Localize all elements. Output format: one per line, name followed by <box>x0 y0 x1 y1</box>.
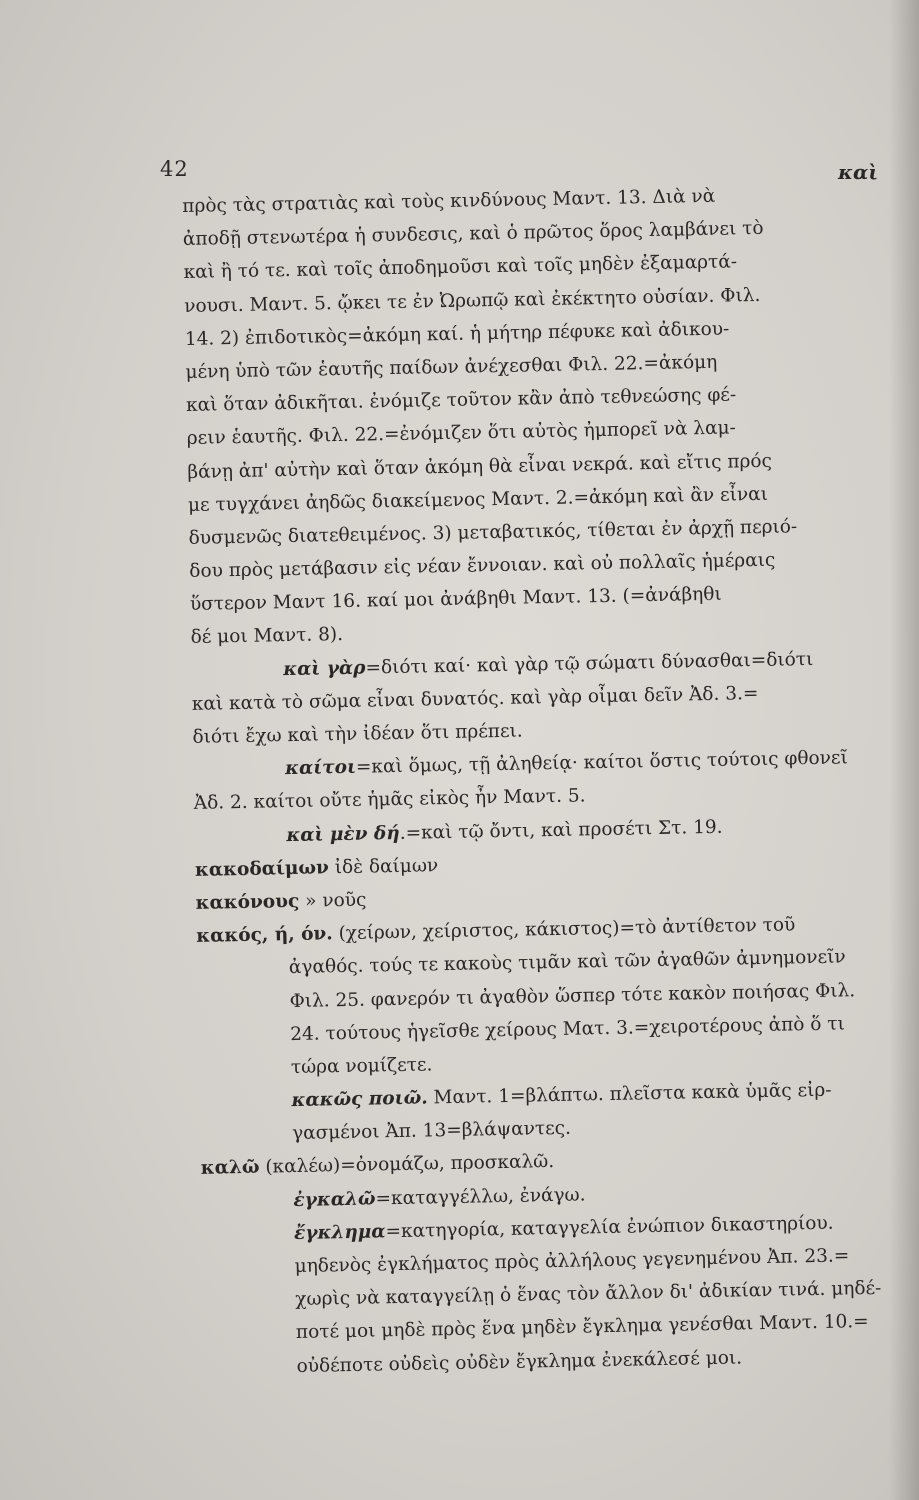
line-text: » νοῦς <box>299 889 367 912</box>
headword: καλῶ <box>200 1157 260 1180</box>
sub-lemma: ἐγκαλῶ <box>293 1188 376 1211</box>
sub-lemma: κακῶς ποιῶ. <box>291 1087 428 1112</box>
line-text: καὶ ὅταν ἀδικῆται. ἐνόμιζε τοῦτον κἂν ἀπὸ τεθνεώσης φέ- <box>185 384 737 417</box>
line-text: καὶ ἢ τό τε. καὶ τοῖς ἀποδημοῦσι καὶ τοῖς μηδὲν ἐξαμαρτά- <box>183 251 738 284</box>
headword: κακοδαίμων <box>194 857 330 881</box>
line-text: καὶ κατὰ τὸ σῶμα εἶναι δυνατός. καὶ γὰρ οἶμαι δεῖν Ἀδ. 3.= <box>191 682 759 715</box>
page-number: 42 <box>160 157 189 181</box>
running-head: καὶ <box>838 160 879 184</box>
line-text: γασμένοι Ἀπ. 13=βλάψαντες. <box>291 1117 572 1145</box>
line-text: 14. 2) ἐπιδοτικὸς=ἀκόμη καί. ἡ μήτηρ πέφυκε καὶ ἀδικου- <box>184 318 730 350</box>
line-text: τώρα νομίζετε. <box>290 1054 433 1078</box>
line-text: διότι ἔχω καὶ τὴν ἰδέαν ὅτι πρέπει. <box>192 720 523 748</box>
line-text: Ἀδ. 2. καίτοι οὔτε ἡμᾶς εἰκὸς ἦν Μαντ. 5. <box>193 785 586 815</box>
line-text: =καὶ ὅμως, τῇ ἀληθείᾳ· καίτοι ὅστις τούτοις φθονεῖ <box>355 747 848 778</box>
headword: κακός, ή, όν. <box>196 923 333 947</box>
line-text: μηδενὸς ἐγκλήματος πρὸς ἀλλήλους γεγενημένου Ἀπ. 23.= <box>294 1245 850 1278</box>
line-text: χωρὶς νὰ καταγγείλῃ ὁ ἕνας τὸν ἄλλον δι' ἀδικίαν τινά. μηδέ- <box>295 1277 882 1311</box>
sub-lemma: καίτοι <box>284 756 357 780</box>
line-text: Μαντ. 1=βλάπτω. πλεῖστα κακὰ ὑμᾶς εἰρ- <box>427 1079 832 1109</box>
sub-lemma: καὶ μὲν δή <box>286 822 400 846</box>
line-text: ἀποδῇ στενωτέρα ἡ συνδεσις, καὶ ὁ πρῶτος ὅρος λαμβάνει τὸ <box>182 218 764 251</box>
line-text: Φιλ. 25. φανερόν τι ἀγαθὸν ὥσπερ τότε κακὸν ποιήσας Φιλ. <box>289 979 856 1012</box>
line-text: 24. τούτους ἡγεῖσθε χείρους Ματ. 3.=χειροτέρους ἀπὸ ὅ τι <box>290 1013 846 1045</box>
line-text: νουσι. Μαντ. 5. ᾤκει τε ἐν Ὠρωπῷ καὶ ἐκέκτητο οὐσίαν. Φιλ. <box>184 284 761 317</box>
line-text: πρὸς τὰς στρατιὰς καὶ τοὺς κινδύνους Μαντ. 13. Διὰ νὰ <box>182 185 716 217</box>
line-text: ποτέ μοι μηδὲ πρὸς ἕνα μηδὲν ἔγκλημα γενέσθαι Μαντ. 10.= <box>295 1311 869 1344</box>
line-text: με τυγχάνει ἀηδῶς διακείμενος Μαντ. 2.=ἀκόμη καὶ ἂν εἶναι <box>187 483 769 516</box>
sub-lemma: καὶ γὰρ <box>283 657 366 680</box>
dictionary-text <box>182 176 915 1384</box>
line-text: =κατηγορία, καταγγελία ἐνώπιον δικαστηρίου. <box>385 1212 834 1243</box>
line-text: μένη ὑπὸ τῶν ἑαυτῆς παίδων ἀνέχεσθαι Φιλ. 22.=ἀκόμη <box>185 351 718 383</box>
line-text: δυσμενῶς διατεθειμένος. 3) μεταβατικός, τίθεται ἐν ἀρχῇ περιό- <box>188 516 798 549</box>
line-text: (καλέω)=ὀνομάζω, προσκαλῶ. <box>259 1151 555 1179</box>
line-text: =διότι καί· καὶ γὰρ τῷ σώματι δύνασθαι=διότι <box>365 648 814 679</box>
line-text: =καταγγέλλω, ἐνάγω. <box>375 1184 586 1210</box>
line-text: οὐδέποτε οὐδεὶς οὐδὲν ἔγκλημα ἐνεκάλεσέ μοι. <box>296 1347 743 1377</box>
line-text: ρειν ἑαυτῆς. Φιλ. 22.=ἐνόμιζεν ὅτι αὐτὸς ἠμπορεῖ νὰ λαμ- <box>186 417 736 450</box>
line-text: δου πρὸς μετάβασιν εἰς νέαν ἔννοιαν. καὶ οὐ πολλαῖς ἡμέραις <box>189 549 776 582</box>
line-text: ὕστερον Μαντ 16. καί μοι ἀνάβηθι Μαντ. 13. (=ἀνάβηθι <box>189 583 722 616</box>
headword: κακόνους <box>195 890 300 914</box>
line-text: βάνῃ ἀπ' αὐτὴν καὶ ὅταν ἀκόμη θὰ εἶναι νεκρά. καὶ εἴτις πρός <box>187 450 773 483</box>
line-text: ἀγαθός. τούς τε κακοὺς τιμᾶν καὶ τῶν ἀγαθῶν ἀμνημονεῖν <box>288 946 846 979</box>
line-text: δέ μοι Μαντ. 8). <box>190 624 344 649</box>
line-text: (χείρων, χείριστος, κάκιστος)=τὸ ἀντίθετον τοῦ <box>332 914 796 945</box>
line-text: ἰδὲ δαίμων <box>328 854 439 879</box>
line-text: .=καὶ τῷ ὄντι, καὶ προσέτι Στ. 19. <box>399 816 723 844</box>
sub-lemma: ἔγκλημα <box>293 1221 386 1244</box>
